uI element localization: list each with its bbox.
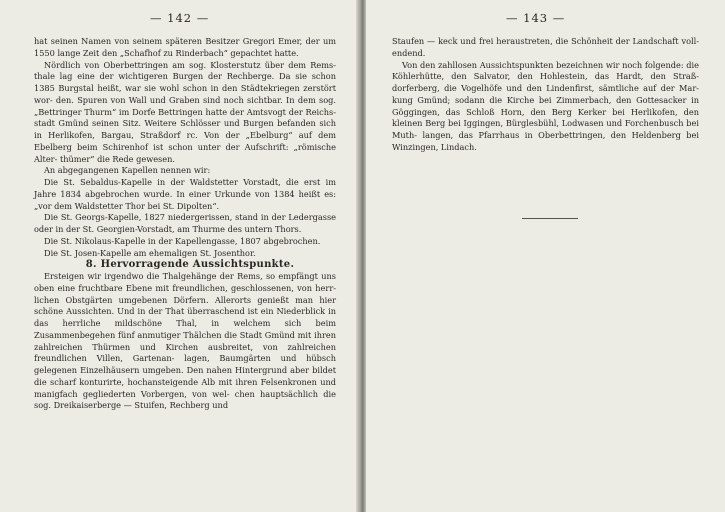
paragraph: Von den zahllosen Aussichtspunkten bezeichnen wir noch folgende: die Köhlerhütte, den Salvator, den Hohlestein, das Hardt, den Straß- dorferberg, die Vogelhöfe und den Lindenfirst, sämtliche auf der Mar- kung Gmünd; sodann die Kirche bei Zimmerbach, den Gottesacker in Göggingen, das Schloß Horn, den Berg Kerker bei Herlikofen, den kleinen Berg bei Iggingen, Bürglesbühl, Lodwasen und Forchenbusch bei Muth- langen, das Pfarrhaus in Oberbettringen, den Heldenberg bei Winzingen, Lindach. <box>392 59 699 152</box>
end-rule <box>522 218 578 219</box>
page-number-right: — 143 — <box>506 11 566 25</box>
paragraph: Die St. Josen-Kapelle am ehemaligen St. Josenthor. <box>44 247 256 258</box>
paragraph: Nördlich von Oberbettringen am sog. Klosterstutz über dem Rems- thale lag eine der wichtigeren Burgen der Rechberge. Da sie schon 1385 Burgstal heißt, war sie wohl schon in den Städtekriegen zerstört wor- den. Spuren von Wall und Graben sind noch sichtbar. In dem sog. „Bettringer Thurm“ im Dorfe Bettringen hatte der Amtsvogt der Reichs- stadt Gmünd seinen Sitz. Weitere Schlösser und Burgen befanden sich in Herlikofen, Bargau, Straßdorf rc. Von der „Ebelburg“ auf dem Ebelberg beim Schirenhof ist schon unter der Aufschrift: „römische Alter- thümer“ die Rede gewesen. <box>34 59 336 164</box>
paragraph: hat seinen Namen von seinem späteren Besitzer Gregori Emer, der um 1550 lange Zeit den „Schafhof zu Rinderbach“ gepachtet hatte. <box>34 36 336 58</box>
left-page <box>0 0 358 512</box>
section-heading: 8. Hervorragende Aussichtspunkte. <box>85 259 295 271</box>
paragraph: Die St. Georgs-Kapelle, 1827 niedergerissen, stand in der Ledergasse oder in der St. Georgien-Vorstadt, am Thurme des untern Thors. <box>34 212 336 234</box>
paragraph: Staufen — keck und frei heraustreten, die Schönheit der Landschaft voll- endend. <box>392 36 699 58</box>
right-page <box>366 0 725 512</box>
paragraph: An abgegangenen Kapellen nennen wir: <box>44 165 211 176</box>
paragraph: Ersteigen wir irgendwo die Thalgehänge der Rems, so empfängt uns oben eine fruchtbare Ebene mit freundlichen, geschlossenen, von herr- lichen Obstgärten umgebenen Dörfern. Allerorts genießt man hier schöne Aussichten. Und in der That überraschend ist ein Niederblick in das herrliche mildschöne Thal, in welchem sich beim Zusammenbegehen fünf anmutiger Thälchen die Stadt Gmünd mit ihren zahlreichen Thürmen und Kirchen ausbreitet, von zahlreichen freundlichen Villen, Gartenan- lagen, Baumgärten und hübsch gelegenen Einzelhäusern umgeben. Den nahen Hintergrund aber bildet die scharf konturirte, hochansteigende Alb mit ihren Felsenkronen und manigfach gegliederten Vorbergen, von wel- chen hauptsächlich die sog. Dreikaiserberge — Stuifen, Rechberg und <box>34 271 336 411</box>
left-page-text <box>34 36 336 412</box>
paragraph: Die St. Sebaldus-Kapelle in der Waldstetter Vorstadt, die erst im Jahre 1834 abgebrochen wurde. In einer Urkunde von 1384 heißt es: „vor dem Waldstetter Thor bei St. Dipolten“. <box>34 177 336 211</box>
right-page-text <box>392 36 699 154</box>
paragraph: Die St. Nikolaus-Kapelle in der Kapellengasse, 1807 abgebrochen. <box>44 235 321 246</box>
page-number-left: — 142 — <box>150 11 210 25</box>
